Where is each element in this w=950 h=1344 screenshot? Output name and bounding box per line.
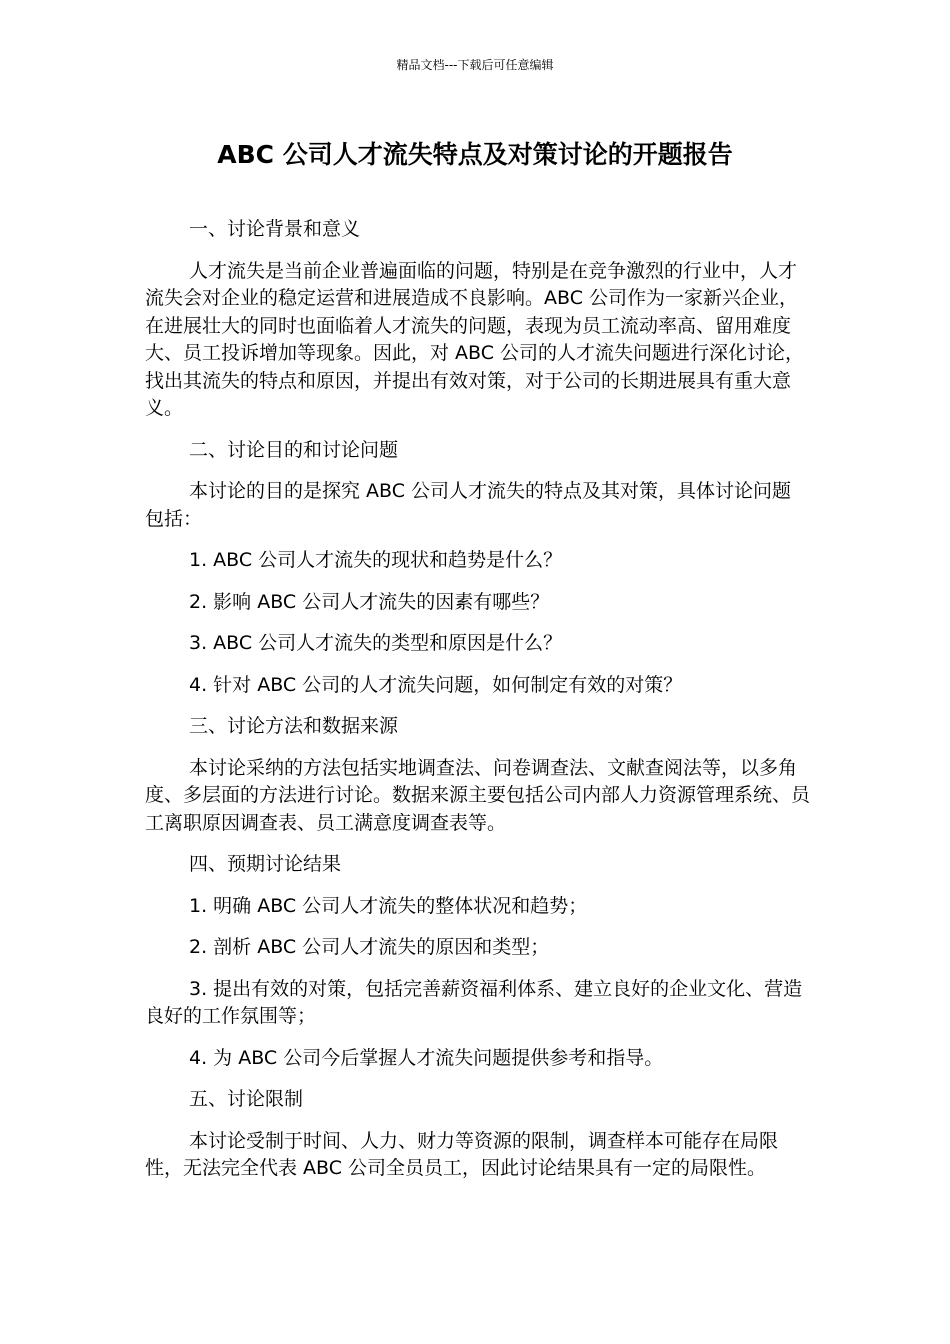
header-note: 精品文档---下载后可任意编辑	[396, 58, 554, 72]
document-body	[145, 216, 810, 1197]
section-heading-purpose: 二、讨论目的和讨论问题	[189, 438, 399, 461]
section-heading-limitations: 五、讨论限制	[189, 1088, 304, 1110]
section-heading-expected-results: 四、预期讨论结果	[189, 853, 342, 875]
list-item-question-4: 4. 针对 ABC 公司的人才流失问题，如何制定有效的对策？	[189, 673, 683, 696]
section-heading-methods: 三、讨论方法和数据来源	[189, 715, 399, 737]
list-item-result-4: 4. 为 ABC 公司今后掌握人才流失问题提供参考和指导。	[189, 1046, 664, 1069]
list-item-result-2: 2. 剖析 ABC 公司人才流失的原因和类型；	[189, 936, 550, 958]
list-item-result-1: 1. 明确 ABC 公司人才流失的整体状况和趋势；	[189, 894, 588, 917]
section-heading-background: 一、讨论背景和意义	[189, 218, 361, 240]
paragraph-methods: 本讨论采纳的方法包括实地调查法、问卷调查法、文献查阅法等，以多角度、多层面的方法进行讨论。数据来源主要包括公司内部人力资源管理系统、员工离职原因调查表、员工满意度调查表等。	[145, 756, 811, 834]
paragraph-background: 人才流失是当前企业普遍面临的问题，特别是在竞争激烈的行业中，人才流失会对企业的稳定运营和进展造成不良影响。ABC 公司作为一家新兴企业，在进展壮大的同时也面临着人才流失的问题，表现为员工流动率高、留用难度大、员工投诉增加等现象。因此，对 ABC 公司的人才流失问题进行深化讨论，找出其流失的特点和原因，并提出有效对策，对于公司的长期进展具有重大意义。	[145, 259, 805, 419]
paragraph-limitations: 本讨论受制于时间、人力、财力等资源的限制，调查样本可能存在局限性，无法完全代表 ABC 公司全员员工，因此讨论结果具有一定的局限性。	[145, 1129, 779, 1179]
list-item-question-2: 2. 影响 ABC 公司人才流失的因素有哪些？	[189, 590, 550, 613]
list-item-question-1: 1. ABC 公司人才流失的现状和趋势是什么？	[189, 549, 563, 571]
list-item-result-3: 3. 提出有效的对策，包括完善薪资福利体系、建立良好的企业文化、营造良好的工作氛围等；	[145, 977, 803, 1027]
paragraph-purpose: 本讨论的目的是探究 ABC 公司人才流失的特点及其对策，具体讨论问题包括：	[145, 480, 792, 530]
document-title: ABC 公司人才流失特点及对策讨论的开题报告	[217, 140, 733, 169]
list-item-question-3: 3. ABC 公司人才流失的类型和原因是什么？	[189, 632, 563, 654]
